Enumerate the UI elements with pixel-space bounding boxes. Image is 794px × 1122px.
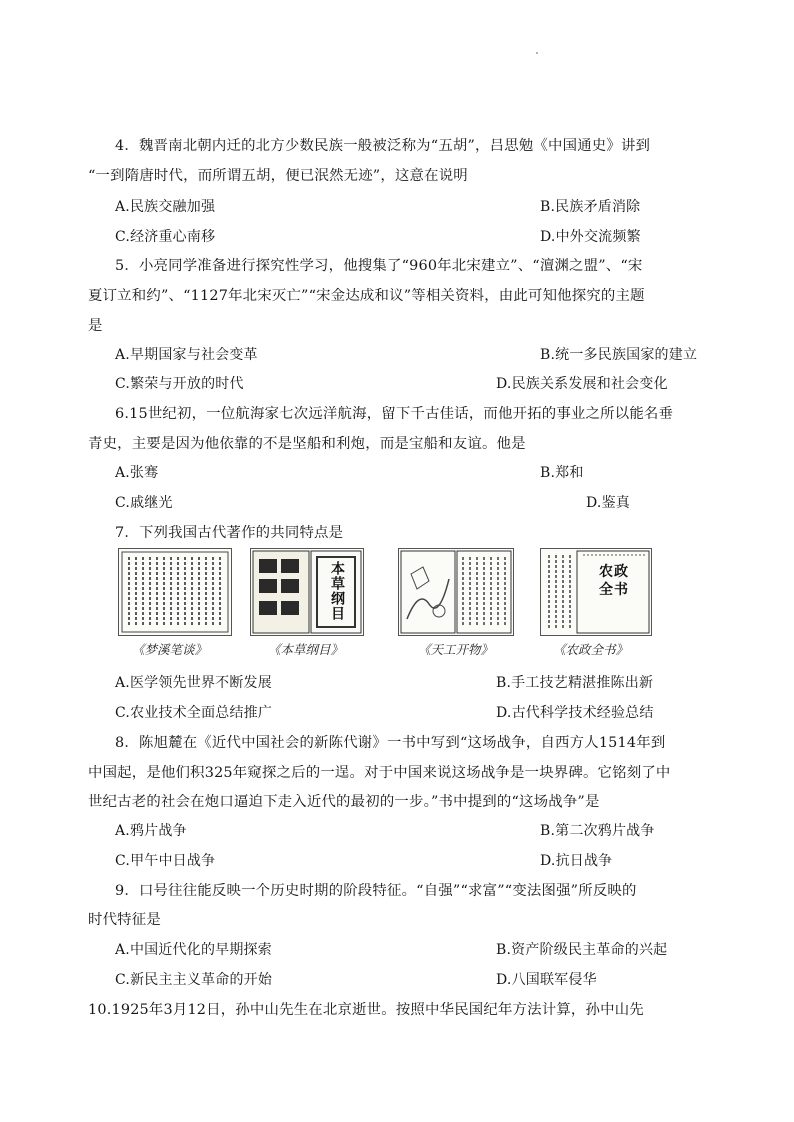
scan-speck [536, 52, 538, 54]
q9-option-b: B.资产阶级民主革命的兴起 [496, 942, 668, 958]
q7-option-a: A.医学领先世界不断发展 [115, 675, 272, 691]
tiangong-kaiwu-caption: 《天工开物》 [418, 642, 494, 657]
q9-stem-line-2: 时代特征是 [88, 912, 161, 928]
q8-stem-line-1: 8．陈旭麓在《近代中国社会的新陈代谢》一书中写到“这场战争，自西方人1514年到 [115, 735, 666, 751]
q7-option-d: D.古代科学技术经验总结 [496, 705, 654, 721]
tiangong-kaiwu-image [398, 548, 514, 636]
q8-option-b: B.第二次鸦片战争 [540, 823, 655, 839]
q4-option-a: A.民族交融加强 [115, 199, 216, 215]
nongzheng-cover-text: 农政全书 [599, 564, 629, 598]
q6-stem-line-2: 青史，主要是因为他依靠的不是坚船和利炮，而是宝船和友谊。他是 [88, 436, 526, 452]
q6-option-a: A.张骞 [115, 465, 159, 481]
q5-stem-line-3: 是 [88, 318, 103, 334]
bencao-cover-text: 本草纲目 [329, 561, 345, 621]
q7-option-b: B.手工技艺精湛推陈出新 [496, 675, 654, 691]
bencao-gangmu-image [250, 548, 364, 636]
q9-option-d: D.八国联军侵华 [496, 972, 597, 988]
q4-option-d: D.中外交流频繁 [540, 229, 641, 245]
q8-stem-line-3: 世纪古老的社会在炮口逼迫下走入近代的最初的一步。”书中提到的“这场战争”是 [88, 794, 600, 810]
q6-option-c: C.戚继光 [115, 495, 173, 511]
q5-option-a: A.早期国家与社会变革 [115, 347, 258, 363]
q9-option-c: C.新民主主义革命的开始 [115, 972, 273, 988]
q5-option-b: B.统一多民族国家的建立 [540, 347, 698, 363]
q6-option-d: D.鉴真 [586, 495, 630, 511]
q6-stem-line-1: 6.15世纪初，一位航海家七次远洋航海，留下千古佳话，而他开拓的事业之所以能名垂 [115, 406, 674, 422]
q9-option-a: A.中国近代化的早期探索 [115, 942, 272, 958]
q5-stem-line-1: 5．小亮同学准备进行探究性学习，他搜集了“960年北宋建立”、“澶渊之盟”、“宋 [115, 258, 643, 274]
q8-stem-line-2: 中国起，是他们积325年窥探之后的一逞。对于中国来说这场战争是一块界碑。它铭刻了中 [88, 765, 671, 781]
q8-option-a: A.鸦片战争 [115, 823, 187, 839]
mengxi-bitan-image [118, 548, 232, 636]
q5-option-d: D.民族关系发展和社会变化 [496, 376, 668, 392]
q4-option-c: C.经济重心南移 [115, 229, 216, 245]
q5-stem-line-2: 夏订立和约”、“1127年北宋灭亡”“宋金达成和议”等相关资料，由此可知他探究的主题 [88, 288, 645, 304]
q7-option-c: C.农业技术全面总结推广 [115, 705, 273, 721]
q4-stem-line-2: “一到隋唐时代，而所谓五胡，便已泯然无迹”，这意在说明 [88, 168, 468, 184]
q10-stem-line-1: 10.1925年3月12日，孙中山先生在北京逝世。按照中华民国纪年方法计算，孙中山先 [88, 1002, 644, 1018]
q7-stem: 7．下列我国古代著作的共同特点是 [115, 525, 344, 541]
q9-stem-line-1: 9．口号往往能反映一个历史时期的阶段特征。“自强”“求富”“变法图强”所反映的 [115, 883, 637, 899]
mengxi-bitan-caption: 《梦溪笔谈》 [132, 642, 208, 657]
q8-option-c: C.甲午中日战争 [115, 853, 216, 869]
bencao-gangmu-caption: 《本草纲目》 [268, 642, 344, 657]
q8-option-d: D.抗日战争 [540, 853, 613, 869]
q4-option-b: B.民族矛盾消除 [540, 199, 641, 215]
q6-option-b: B.郑和 [540, 465, 584, 481]
nongzheng-quanshu-caption: 《农政全书》 [553, 642, 629, 657]
nongzheng-quanshu-image [540, 548, 652, 636]
q4-stem-line-1: 4．魏晋南北朝内迁的北方少数民族一般被泛称为“五胡”，吕思勉《中国通史》讲到 [115, 138, 651, 154]
q5-option-c: C.繁荣与开放的时代 [115, 376, 244, 392]
